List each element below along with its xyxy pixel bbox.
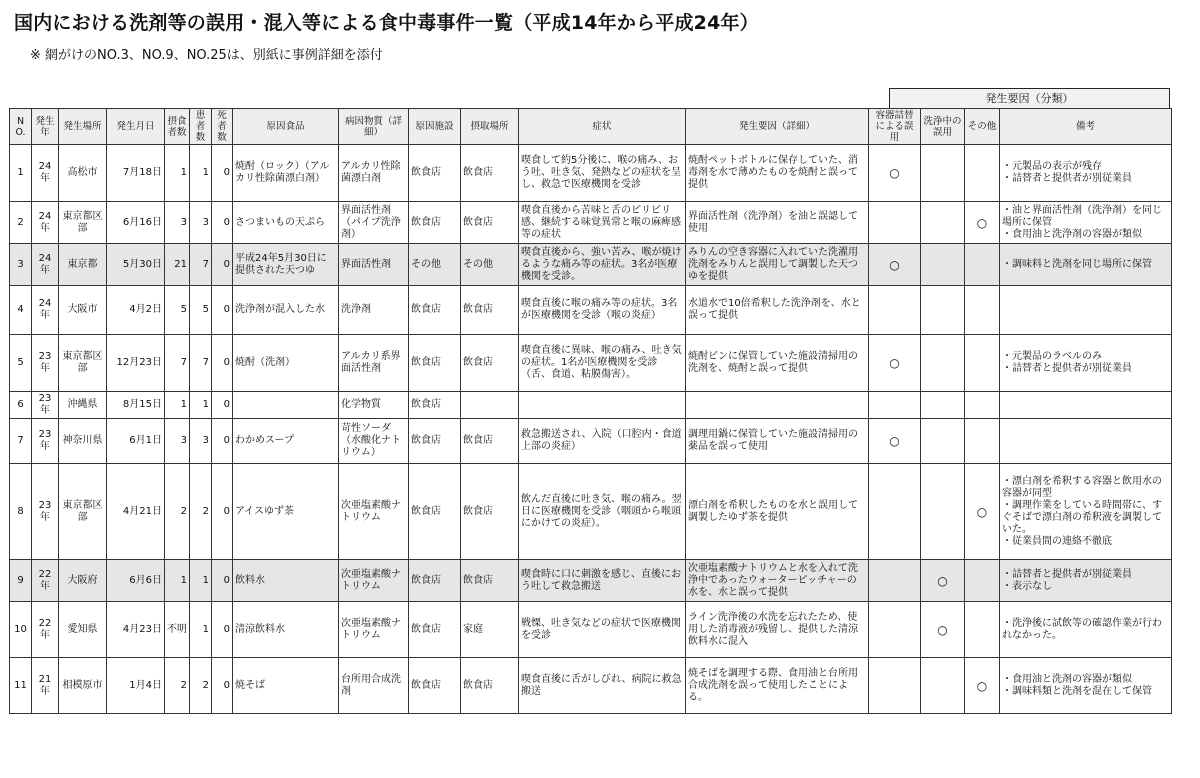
cell-cause: 漂白剤を希釈したものを水と誤用して調製したゆず茶を提供: [686, 464, 869, 560]
cell-no: 5: [10, 335, 32, 392]
cell-m3: [965, 335, 1000, 392]
column-header: 発生要因（詳細）: [686, 109, 869, 145]
cell-m2: [921, 392, 965, 419]
cell-agent: 次亜塩素酸ナトリウム: [339, 560, 409, 602]
cell-food: 焼酎（洗剤）: [233, 335, 339, 392]
cell-cause: 水道水で10倍希釈した洗浄剤を、水と誤って提供: [686, 286, 869, 335]
cell-intake: [461, 392, 519, 419]
cell-no: 1: [10, 145, 32, 202]
cell-cause: 焼酎ペットボトルに保存していた、消毒剤を水で薄めたものを焼酎と誤って提供: [686, 145, 869, 202]
cell-date: 1月4日: [107, 658, 165, 714]
cell-note: [1000, 286, 1172, 335]
cell-deaths: 0: [212, 145, 233, 202]
cell-patients: 1: [190, 602, 212, 658]
cell-m1: [869, 286, 921, 335]
cell-deaths: 0: [212, 202, 233, 244]
column-header: 患者数: [190, 109, 212, 145]
cell-deaths: 0: [212, 560, 233, 602]
cell-intake: 飲食店: [461, 658, 519, 714]
cell-m3: [965, 286, 1000, 335]
cell-symptom: [519, 392, 686, 419]
cell-m2: [921, 244, 965, 286]
cell-facility: 飲食店: [409, 335, 461, 392]
cell-symptom: 飲んだ直後に吐き気、喉の痛み。翌日に医療機関を受診（咽頭から喉頭にかけての炎症）。: [519, 464, 686, 560]
cell-no: 2: [10, 202, 32, 244]
cell-no: 3: [10, 244, 32, 286]
cell-year: 24年: [32, 244, 59, 286]
cell-cause: 焼そばを調理する際、食用油と台所用合成洗剤を誤って使用したことによる。: [686, 658, 869, 714]
cell-m3: ○: [965, 202, 1000, 244]
table-row: [10, 145, 1172, 202]
cell-deaths: 0: [212, 419, 233, 464]
cell-food: さつまいもの天ぷら: [233, 202, 339, 244]
cell-intake: 飲食店: [461, 202, 519, 244]
cell-place: 東京都区部: [59, 202, 107, 244]
table-row: [10, 658, 1172, 714]
cell-symptom: 喫食直後に異味、喉の痛み、吐き気の症状。1名が医療機関を受診（舌、食道、粘膜傷害）。: [519, 335, 686, 392]
column-header: 原因施設: [409, 109, 461, 145]
cell-agent: 次亜塩素酸ナトリウム: [339, 464, 409, 560]
cell-no: 4: [10, 286, 32, 335]
cell-eaters: 3: [165, 419, 190, 464]
cell-food: 飲料水: [233, 560, 339, 602]
cell-eaters: 不明: [165, 602, 190, 658]
column-header: NO.: [10, 109, 32, 145]
column-header: 備考: [1000, 109, 1172, 145]
column-header: 摂食者数: [165, 109, 190, 145]
cell-note: [1000, 392, 1172, 419]
cell-m1: [869, 464, 921, 560]
cell-symptom: 喫食時に口に刺激を感じ、直後におう吐して救急搬送: [519, 560, 686, 602]
cell-note: ・食用油と洗剤の容器が類似 ・調味料類と洗剤を混在して保管: [1000, 658, 1172, 714]
cell-m3: [965, 419, 1000, 464]
cell-cause: [686, 392, 869, 419]
cell-deaths: 0: [212, 602, 233, 658]
cell-m3: [965, 602, 1000, 658]
cell-facility: 飲食店: [409, 602, 461, 658]
cell-facility: 飲食店: [409, 464, 461, 560]
cell-m2: [921, 658, 965, 714]
cell-agent: 界面活性剤（パイプ洗浄剤）: [339, 202, 409, 244]
cell-date: 12月23日: [107, 335, 165, 392]
cell-no: 8: [10, 464, 32, 560]
cell-m1: [869, 392, 921, 419]
column-header: 死者数: [212, 109, 233, 145]
cell-place: 沖縄県: [59, 392, 107, 419]
cell-facility: 飲食店: [409, 658, 461, 714]
cell-note: ・詰替者と提供者が別従業員 ・表示なし: [1000, 560, 1172, 602]
cell-deaths: 0: [212, 658, 233, 714]
cell-food: 洗浄剤が混入した水: [233, 286, 339, 335]
cell-m2: [921, 202, 965, 244]
cell-symptom: 戦慄、吐き気などの症状で医療機関を受診: [519, 602, 686, 658]
cell-place: 神奈川県: [59, 419, 107, 464]
cell-year: 24年: [32, 145, 59, 202]
cell-year: 23年: [32, 464, 59, 560]
column-header: その他: [965, 109, 1000, 145]
column-header: 発生場所: [59, 109, 107, 145]
cell-m2: [921, 335, 965, 392]
cell-agent: 洗浄剤: [339, 286, 409, 335]
cell-year: 24年: [32, 202, 59, 244]
cell-deaths: 0: [212, 464, 233, 560]
cell-eaters: 1: [165, 560, 190, 602]
column-header: 発生月日: [107, 109, 165, 145]
cell-agent: 次亜塩素酸ナトリウム: [339, 602, 409, 658]
cell-eaters: 2: [165, 658, 190, 714]
cell-place: 東京都区部: [59, 335, 107, 392]
cell-date: 7月18日: [107, 145, 165, 202]
cell-m3: [965, 244, 1000, 286]
cell-no: 9: [10, 560, 32, 602]
cell-patients: 7: [190, 244, 212, 286]
cell-agent: 台所用合成洗剤: [339, 658, 409, 714]
cell-year: 23年: [32, 335, 59, 392]
cell-food: 焼酎（ロック）（アルカリ性除菌漂白剤）: [233, 145, 339, 202]
cell-m2: [921, 145, 965, 202]
cell-year: 23年: [32, 419, 59, 464]
cell-place: 高松市: [59, 145, 107, 202]
page-title: 国内における洗剤等の誤用・混入等による食中毒事件一覧（平成14年から平成24年）: [14, 12, 759, 34]
cell-agent: 界面活性剤: [339, 244, 409, 286]
column-header: 症状: [519, 109, 686, 145]
column-header: 摂取場所: [461, 109, 519, 145]
cell-cause: 調理用鍋に保管していた施設清掃用の薬品を誤って使用: [686, 419, 869, 464]
cell-intake: 飲食店: [461, 145, 519, 202]
cell-patients: 3: [190, 419, 212, 464]
cell-m1: ○: [869, 244, 921, 286]
cell-note: ・漂白剤を希釈する容器と飲用水の容器が同型 ・調理作業をしている時間帯に、すぐそばで漂白剤の希釈液を調製していた。 ・従業員間の連絡不徹底: [1000, 464, 1172, 560]
cell-m2: [921, 286, 965, 335]
cell-eaters: 21: [165, 244, 190, 286]
cell-symptom: 喫食直後から、強い苦み、喉が焼けるような痛み等の症状。3名が医療機関を受診。: [519, 244, 686, 286]
cell-date: 6月6日: [107, 560, 165, 602]
table-row: [10, 335, 1172, 392]
cell-facility: 飲食店: [409, 286, 461, 335]
page-subtitle: ※ 網がけのNO.3、NO.9、NO.25は、別紙に事例詳細を添付: [30, 48, 383, 63]
cell-m2: ○: [921, 560, 965, 602]
cell-m1: [869, 560, 921, 602]
table-row: [10, 392, 1172, 419]
table-row: [10, 419, 1172, 464]
cell-eaters: 7: [165, 335, 190, 392]
cell-note: ・油と界面活性剤（洗浄剤）を同じ場所に保管 ・食用油と洗浄剤の容器が類似: [1000, 202, 1172, 244]
cell-cause: ライン洗浄後の水洗を忘れたため、使用した消毒液が残留し、提供した清涼飲料水に混入: [686, 602, 869, 658]
cell-intake: 飲食店: [461, 464, 519, 560]
cell-eaters: 2: [165, 464, 190, 560]
cell-deaths: 0: [212, 335, 233, 392]
cell-place: 相模原市: [59, 658, 107, 714]
cell-facility: 飲食店: [409, 419, 461, 464]
cell-facility: 飲食店: [409, 560, 461, 602]
cell-food: 清涼飲料水: [233, 602, 339, 658]
cell-date: 6月16日: [107, 202, 165, 244]
cell-agent: 化学物質: [339, 392, 409, 419]
cell-deaths: 0: [212, 286, 233, 335]
table-row: [10, 202, 1172, 244]
cell-facility: 飲食店: [409, 392, 461, 419]
cell-patients: 2: [190, 464, 212, 560]
cell-place: 愛知県: [59, 602, 107, 658]
cell-food: 焼そば: [233, 658, 339, 714]
cell-patients: 1: [190, 145, 212, 202]
cell-m1: ○: [869, 145, 921, 202]
cell-date: 6月1日: [107, 419, 165, 464]
cell-patients: 1: [190, 560, 212, 602]
cell-m3: ○: [965, 464, 1000, 560]
column-header: 洗浄中の誤用: [921, 109, 965, 145]
cell-intake: 飲食店: [461, 335, 519, 392]
cell-note: ・洗浄後に試飲等の確認作業が行われなかった。: [1000, 602, 1172, 658]
cell-no: 6: [10, 392, 32, 419]
cell-eaters: 1: [165, 145, 190, 202]
cell-m2: [921, 419, 965, 464]
column-header: 原因食品: [233, 109, 339, 145]
cell-deaths: 0: [212, 392, 233, 419]
cell-year: 22年: [32, 602, 59, 658]
cell-m3: [965, 560, 1000, 602]
cell-patients: 5: [190, 286, 212, 335]
cell-cause: 次亜塩素酸ナトリウムと水を入れて洗浄中であったウォーターピッチャーの水を、水と誤って提供: [686, 560, 869, 602]
table-row: [10, 286, 1172, 335]
table-header-row: [10, 109, 1172, 145]
cell-cause: みりんの空き容器に入れていた洗濯用洗剤をみりんと誤用して調製した天つゆを提供: [686, 244, 869, 286]
cell-symptom: 喫食直後に舌がしびれ、病院に救急搬送: [519, 658, 686, 714]
cell-m1: ○: [869, 335, 921, 392]
cell-year: 23年: [32, 392, 59, 419]
cell-place: 大阪府: [59, 560, 107, 602]
cell-m2: ○: [921, 602, 965, 658]
cell-no: 11: [10, 658, 32, 714]
column-header: 容器詰替による誤用: [869, 109, 921, 145]
cell-intake: 飲食店: [461, 286, 519, 335]
cell-year: 22年: [32, 560, 59, 602]
cell-agent: アルカリ系界面活性剤: [339, 335, 409, 392]
cell-date: 8月15日: [107, 392, 165, 419]
cell-m3: [965, 392, 1000, 419]
cell-m3: [965, 145, 1000, 202]
table-row: [10, 244, 1172, 286]
cell-facility: 飲食店: [409, 202, 461, 244]
cell-cause: 界面活性剤（洗浄剤）を油と誤認して使用: [686, 202, 869, 244]
cell-place: 東京都: [59, 244, 107, 286]
cell-note: ・元製品のラベルのみ ・詰替者と提供者が別従業員: [1000, 335, 1172, 392]
cell-m1: [869, 202, 921, 244]
cell-note: ・調味料と洗剤を同じ場所に保管: [1000, 244, 1172, 286]
cell-symptom: 喫食直後に喉の痛み等の症状。3名が医療機関を受診（喉の炎症）: [519, 286, 686, 335]
cell-intake: 家庭: [461, 602, 519, 658]
cell-facility: 飲食店: [409, 145, 461, 202]
cell-note: ・元製品の表示が残存 ・詰替者と提供者が別従業員: [1000, 145, 1172, 202]
cell-m2: [921, 464, 965, 560]
cell-place: 大阪市: [59, 286, 107, 335]
cell-agent: アルカリ性除菌漂白剤: [339, 145, 409, 202]
cell-eaters: 3: [165, 202, 190, 244]
cell-eaters: 1: [165, 392, 190, 419]
cell-intake: 飲食店: [461, 560, 519, 602]
cell-m3: ○: [965, 658, 1000, 714]
cell-date: 4月2日: [107, 286, 165, 335]
cell-cause: 焼酎ビンに保管していた施設清掃用の洗剤を、焼酎と誤って提供: [686, 335, 869, 392]
cell-no: 7: [10, 419, 32, 464]
cell-m1: [869, 658, 921, 714]
cell-note: [1000, 419, 1172, 464]
cell-date: 4月23日: [107, 602, 165, 658]
cell-intake: その他: [461, 244, 519, 286]
cell-date: 4月21日: [107, 464, 165, 560]
cell-year: 21年: [32, 658, 59, 714]
cell-eaters: 5: [165, 286, 190, 335]
table-row: [10, 602, 1172, 658]
cell-symptom: 救急搬送され、入院（口腔内・食道上部の炎症）: [519, 419, 686, 464]
cell-agent: 苛性ソーダ（水酸化ナトリウム）: [339, 419, 409, 464]
cell-food: 平成24年5月30日に提供された天つゆ: [233, 244, 339, 286]
incident-table: [9, 108, 1172, 714]
cell-place: 東京都区部: [59, 464, 107, 560]
cell-food: わかめスープ: [233, 419, 339, 464]
cell-facility: その他: [409, 244, 461, 286]
cell-symptom: 喫食直後から苦味と舌のピリピリ感、継続する味覚異常と喉の麻痺感等の症状: [519, 202, 686, 244]
table-row: [10, 464, 1172, 560]
cell-year: 24年: [32, 286, 59, 335]
cell-food: [233, 392, 339, 419]
cell-intake: 飲食店: [461, 419, 519, 464]
column-header: 病因物質（詳細）: [339, 109, 409, 145]
column-header: 発生年: [32, 109, 59, 145]
cell-m1: [869, 602, 921, 658]
table-row: [10, 560, 1172, 602]
cell-deaths: 0: [212, 244, 233, 286]
cell-patients: 2: [190, 658, 212, 714]
cell-patients: 3: [190, 202, 212, 244]
cause-group-header: 発生要因（分類）: [889, 88, 1170, 109]
cell-symptom: 喫食して約5分後に、喉の痛み、おう吐、吐き気、発熱などの症状を呈し、救急で医療機関を受診: [519, 145, 686, 202]
cell-m1: ○: [869, 419, 921, 464]
cell-patients: 1: [190, 392, 212, 419]
cell-date: 5月30日: [107, 244, 165, 286]
cell-food: アイスゆず茶: [233, 464, 339, 560]
cell-patients: 7: [190, 335, 212, 392]
table-body: [10, 145, 1172, 714]
cell-no: 10: [10, 602, 32, 658]
